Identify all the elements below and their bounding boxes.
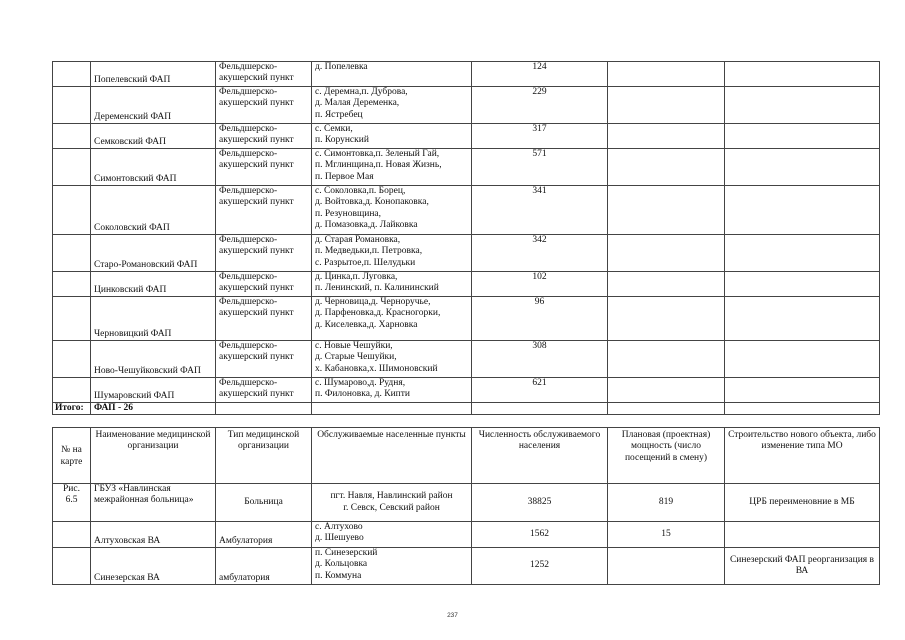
population: 102 (472, 272, 608, 297)
table-row (53, 272, 880, 297)
map-number (53, 548, 91, 585)
settlements: с. Шумарово,д. Рудня, п. Филоновка, д. Кипти (312, 378, 472, 403)
col-header-population: Численность обслуживаемого населения (472, 428, 608, 484)
org-name: Синезерская ВА (91, 548, 216, 585)
org-type: Фельдшерско-акушерский пункт (216, 297, 312, 341)
col-header-capacity: Плановая (проектная) мощность (число посещений в смену) (608, 428, 725, 484)
org-type: амбулатория (216, 548, 312, 585)
col-header-name: Наименование медицинской организации (91, 428, 216, 484)
table-row (53, 87, 880, 124)
table-row (53, 186, 880, 235)
map-number (53, 522, 91, 548)
org-type: Фельдшерско-акушерский пункт (216, 149, 312, 186)
settlements: с. Алтухово д. Шешуево (312, 522, 472, 548)
population: 229 (472, 87, 608, 124)
capacity: 819 (608, 484, 725, 522)
org-type: Фельдшерско-акушерский пункт (216, 62, 312, 87)
col-header-no: № на карте (53, 428, 91, 484)
settlements: д. Старая Романовка, п. Медведьки,п. Петровка, с. Разрытое,п. Шелудьки (312, 235, 472, 272)
table-row (53, 297, 880, 341)
settlements: с. Семки, п. Корунский (312, 124, 472, 149)
settlements: с. Деремна,п. Дуброва, д. Малая Деременка, п. Ястребец (312, 87, 472, 124)
table-row (53, 548, 880, 585)
table-row (53, 235, 880, 272)
fap-table (52, 61, 880, 415)
settlements: с. Соколовка,п. Борец, д. Войтовка,д. Конопаковка, п. Резуновщина, д. Помазовка,д. Лайковка (312, 186, 472, 235)
table-row (53, 62, 880, 87)
construction: ЦРБ переименовние в МБ (725, 484, 880, 522)
table-row (53, 149, 880, 186)
org-type: Фельдшерско-акушерский пункт (216, 186, 312, 235)
org-name: ГБУЗ «Навлинская межрайонная больница» (91, 484, 216, 522)
org-table (52, 427, 880, 585)
org-name: Деременский ФАП (91, 87, 216, 124)
population: 308 (472, 341, 608, 378)
org-name: Ново-Чешуйковский ФАП (91, 341, 216, 378)
construction: Синезерский ФАП реорганизация в ВА (725, 548, 880, 585)
settlements: д. Попелевка (312, 62, 472, 87)
population: 571 (472, 149, 608, 186)
capacity: 15 (608, 522, 725, 548)
table-row (53, 124, 880, 149)
org-name: Старо-Романовский ФАП (91, 235, 216, 272)
org-type: Фельдшерско-акушерский пункт (216, 378, 312, 403)
settlements: п. Синезерский д. Кольцовка п. Коммуна (312, 548, 472, 585)
population: 341 (472, 186, 608, 235)
org-type: Фельдшерско-акушерский пункт (216, 235, 312, 272)
table-row (53, 341, 880, 378)
total-value: ФАП - 26 (91, 403, 216, 415)
org-name: Шумаровский ФАП (91, 378, 216, 403)
population: 317 (472, 124, 608, 149)
col-header-settlements: Обслуживаемые населенные пункты (312, 428, 472, 484)
population: 621 (472, 378, 608, 403)
page-number: 237 (447, 612, 458, 619)
capacity (608, 548, 725, 585)
population: 124 (472, 62, 608, 87)
org-type: Больница (216, 484, 312, 522)
settlements: д. Черновица,д. Черноручье, д. Парфеновка,д. Красногорки, д. Киселевка,д. Харновка (312, 297, 472, 341)
population: 96 (472, 297, 608, 341)
table-row (53, 378, 880, 403)
population: 1562 (472, 522, 608, 548)
org-name: Попелевский ФАП (91, 62, 216, 87)
table-row (53, 522, 880, 548)
org-name: Семковский ФАП (91, 124, 216, 149)
population: 38825 (472, 484, 608, 522)
org-type: Фельдшерско-акушерский пункт (216, 124, 312, 149)
total-row (53, 403, 880, 415)
org-name: Соколовский ФАП (91, 186, 216, 235)
settlements: д. Цинка,п. Луговка, п. Ленинский, п. Калининский (312, 272, 472, 297)
settlements: пгт. Навля, Навлинский район г. Севск, Севский район (312, 484, 472, 522)
org-type: Амбулатория (216, 522, 312, 548)
construction (725, 522, 880, 548)
org-type: Фельдшерско-акушерский пункт (216, 272, 312, 297)
org-name: Цинковский ФАП (91, 272, 216, 297)
map-number: Рис. 6.5 (53, 484, 91, 522)
org-name: Алтуховская ВА (91, 522, 216, 548)
total-label: Итого: (53, 403, 91, 415)
col-header-construction: Строительство нового объекта, либо изменение типа МО (725, 428, 880, 484)
col-header-type: Тип медицинской организации (216, 428, 312, 484)
settlements: с. Новые Чешуйки, д. Старые Чешуйки, х. Кабановка,х. Шимоновский (312, 341, 472, 378)
settlements: с. Симонтовка,п. Зеленый Гай, п. Мглинщина,п. Новая Жизнь, п. Первое Мая (312, 149, 472, 186)
table-row (53, 484, 880, 522)
org-type: Фельдшерско-акушерский пункт (216, 87, 312, 124)
org-type: Фельдшерско-акушерский пункт (216, 341, 312, 378)
table-header-row (53, 428, 880, 484)
org-name: Симонтовский ФАП (91, 149, 216, 186)
population: 342 (472, 235, 608, 272)
org-name: Черновицкий ФАП (91, 297, 216, 341)
population: 1252 (472, 548, 608, 585)
